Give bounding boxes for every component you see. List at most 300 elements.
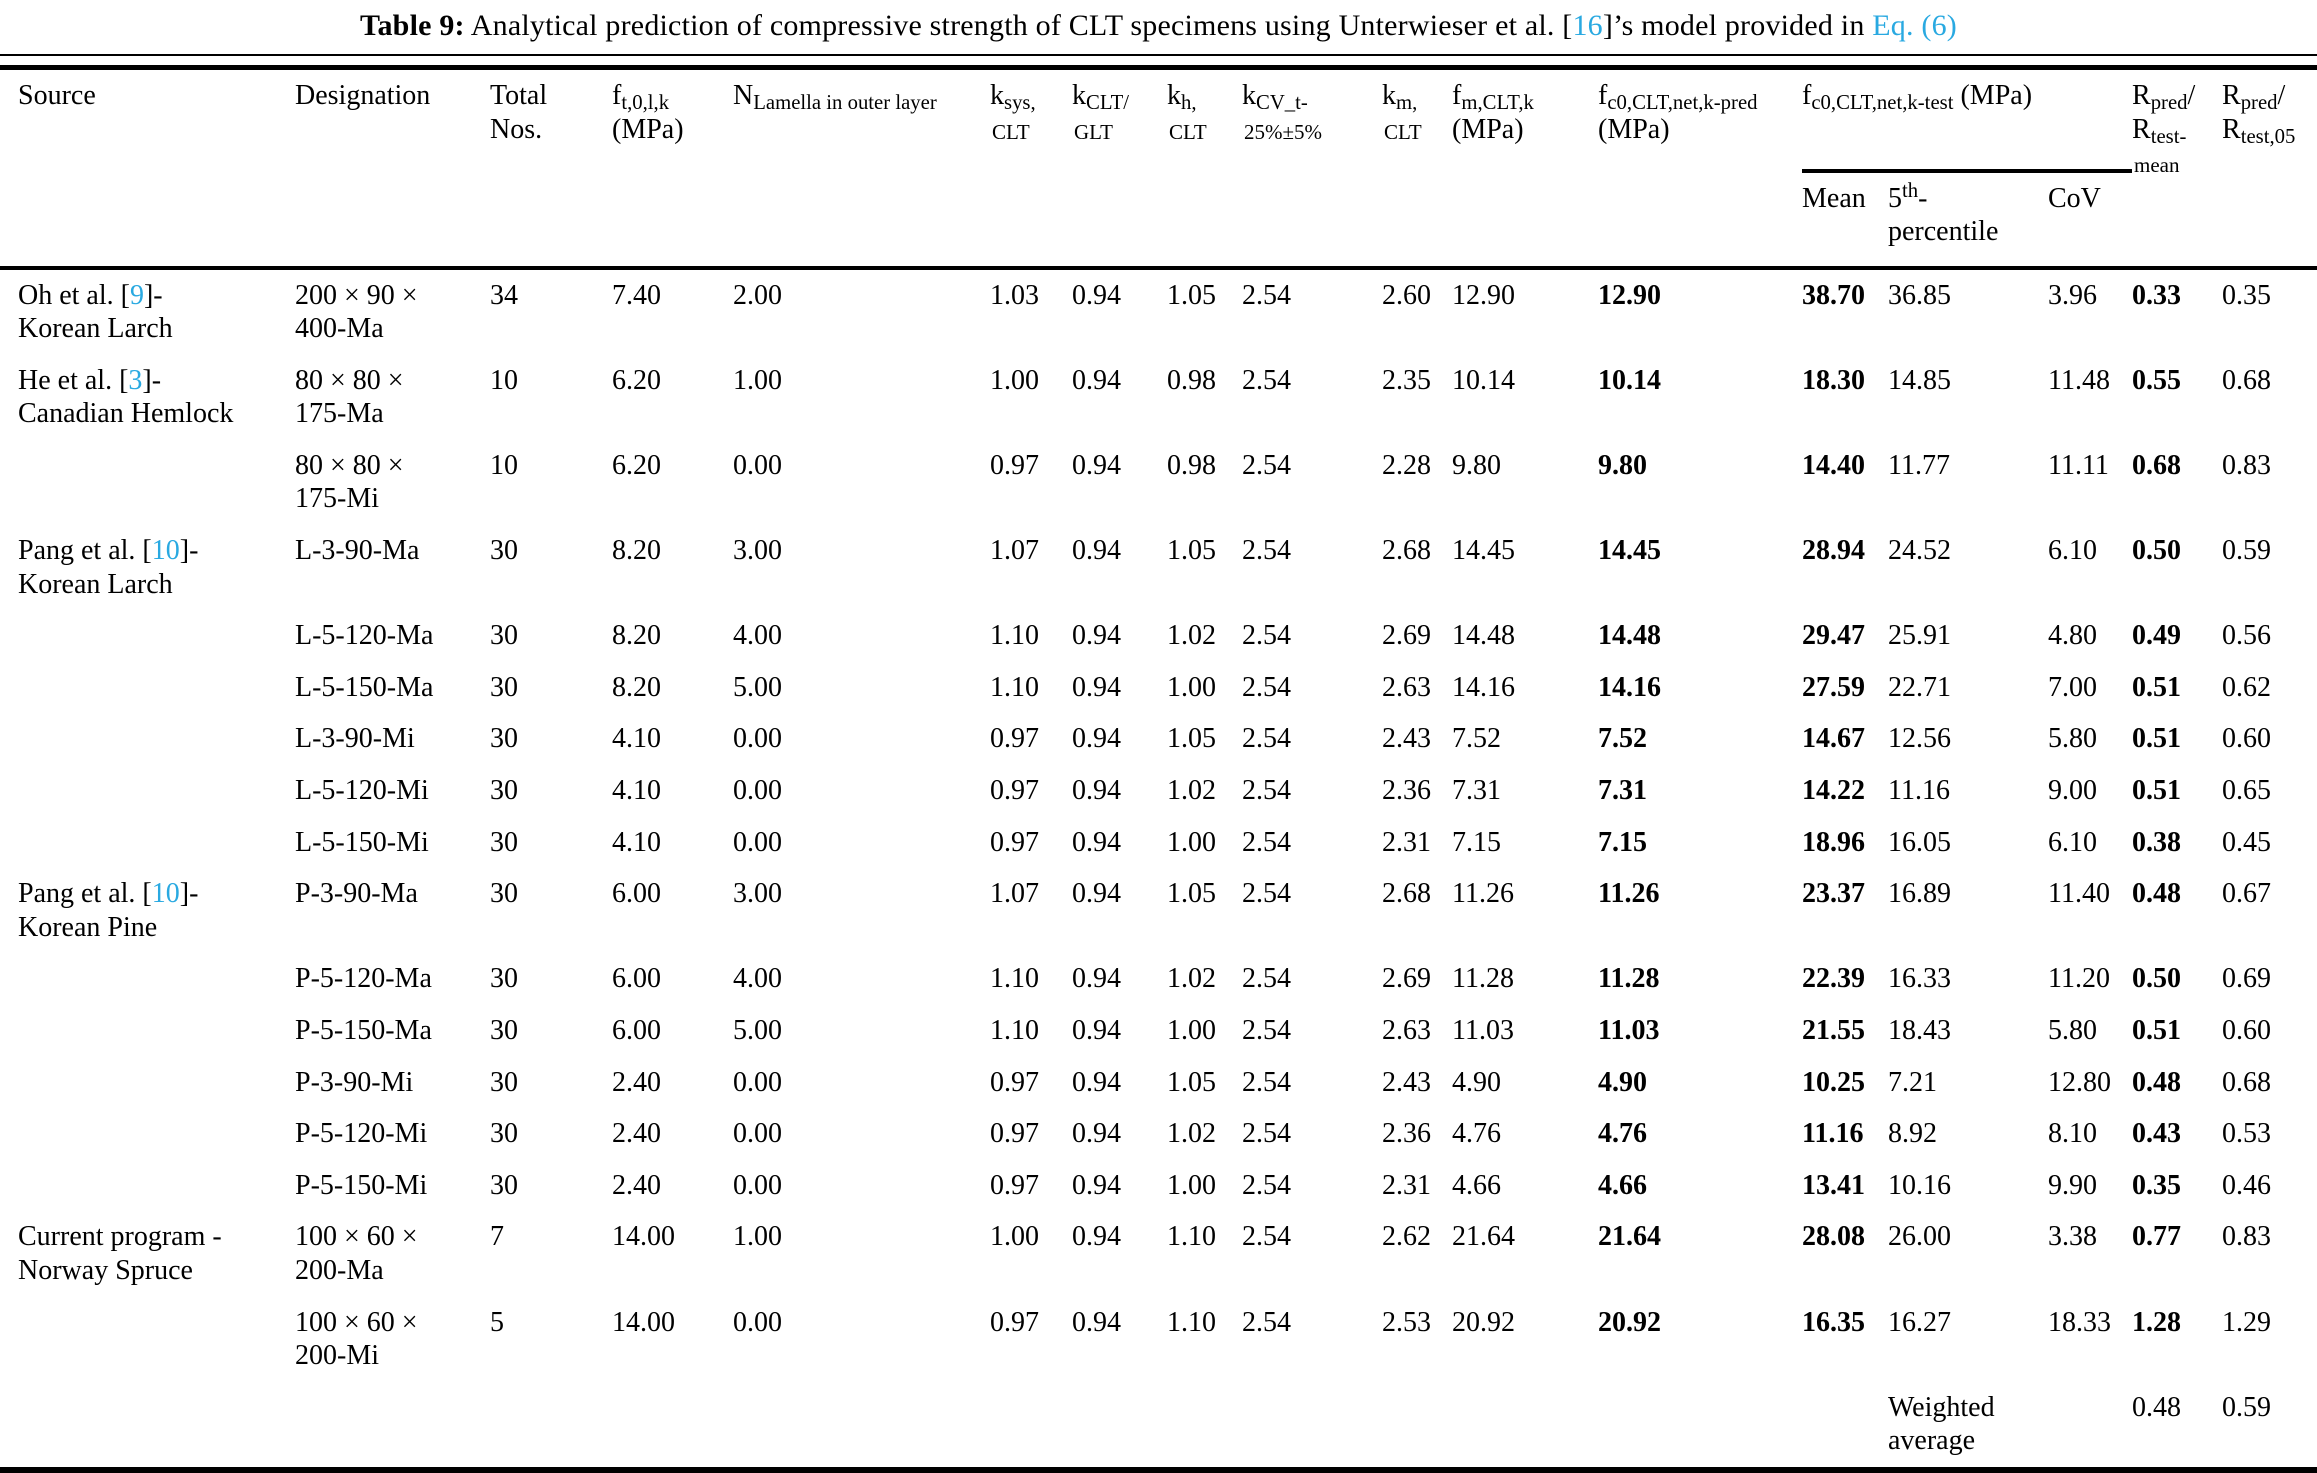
col-header-mean: Mean	[1802, 171, 1888, 268]
cell-designation	[295, 1160, 490, 1212]
cell-ft-0-l-k: 6.00	[612, 963, 661, 995]
cell-ft-0-l-k: 7.40	[612, 279, 661, 311]
cell-n-lamella: 0.00	[733, 723, 782, 755]
cell-k-sys-clt: 0.97	[990, 775, 1039, 807]
cell-f-m-clt-k: 11.26	[1452, 878, 1514, 910]
cell-k-h-clt: 1.02	[1167, 775, 1216, 807]
designation-line1: L-5-150-Mi	[295, 826, 429, 858]
source-text: Oh et al. [	[18, 279, 130, 311]
cell-designation	[295, 440, 490, 525]
cell-mean: 13.41	[1802, 1169, 1865, 1201]
cell-mean: 28.94	[1802, 535, 1865, 567]
cell-n-lamella: 4.00	[733, 963, 782, 995]
cell-n-lamella: 2.00	[733, 279, 782, 311]
table-body	[0, 268, 2317, 1470]
cell-r-pred-rtest-mean: 0.51	[2132, 671, 2181, 703]
cell-mean: 18.30	[1802, 364, 1865, 396]
cell-r-pred-rtest-mean: 0.50	[2132, 535, 2181, 567]
cell-fifth-percentile	[1888, 1382, 2048, 1470]
source-text: ]-	[179, 535, 199, 567]
cell-cov: 9.00	[2048, 775, 2097, 807]
cell-k-h-clt: 1.00	[1167, 1015, 1216, 1046]
cell-source	[0, 868, 295, 953]
p5-line1: 18.43	[1888, 1015, 1951, 1046]
p5-line1: 8.92	[1888, 1118, 1937, 1150]
cell-k-cv: 2.54	[1242, 620, 1291, 652]
cell-source	[0, 1005, 295, 1057]
source-line1	[18, 279, 289, 313]
cell-r-pred-rtest-mean: 0.48	[2132, 1066, 2181, 1098]
designation-line2: 175-Ma	[295, 398, 384, 430]
cell-cov: 12.80	[2048, 1066, 2111, 1098]
cell-source	[0, 1297, 295, 1382]
cell-fifth-percentile	[1888, 268, 2048, 355]
cell-cov: 11.20	[2048, 963, 2110, 995]
designation-line2: 200-Mi	[295, 1340, 379, 1372]
cell-k-h-clt: 1.00	[1167, 671, 1216, 703]
cell-r-pred-rtest-05: 0.68	[2222, 364, 2271, 396]
cell-k-sys-clt: 0.97	[990, 723, 1039, 755]
cell-k-sys-clt: 1.00	[990, 364, 1039, 396]
table-row	[0, 765, 2317, 817]
cell-fifth-percentile	[1888, 713, 2048, 765]
p5-line1: 24.52	[1888, 535, 1951, 567]
cell-f-m-clt-k: 4.90	[1452, 1066, 1501, 1098]
cell-f-c0-pred: 7.15	[1598, 826, 1647, 858]
cell-total-nos: 30	[490, 1118, 518, 1150]
cell-r-pred-rtest-05: 0.60	[2222, 723, 2271, 755]
cell-f-m-clt-k: 9.80	[1452, 449, 1501, 481]
cell-n-lamella: 0.00	[733, 1169, 782, 1201]
cell-source	[0, 662, 295, 714]
cell-fifth-percentile	[1888, 1057, 2048, 1109]
cell-k-m-clt: 2.63	[1382, 1015, 1431, 1046]
cell-k-sys-clt: 0.97	[990, 1066, 1039, 1098]
cell-f-c0-pred: 7.52	[1598, 723, 1647, 755]
cell-k-clt-glt: 0.94	[1072, 671, 1121, 703]
cell-k-cv: 2.54	[1242, 1118, 1291, 1150]
cell-fifth-percentile	[1888, 817, 2048, 869]
cell-k-h-clt: 1.05	[1167, 878, 1216, 910]
cell-k-clt-glt: 0.94	[1072, 1306, 1121, 1338]
citation-link[interactable]: 10	[151, 535, 180, 567]
cell-r-pred-rtest-mean: 0.51	[2132, 1015, 2181, 1046]
source-line2: Korean Larch	[18, 313, 173, 345]
cell-r-pred-rtest-mean: 0.68	[2132, 449, 2181, 481]
results-table	[0, 65, 2317, 1473]
cell-ft-0-l-k: 8.20	[612, 620, 661, 652]
cell-k-cv: 2.54	[1242, 723, 1291, 755]
cell-ft-0-l-k: 2.40	[612, 1118, 661, 1150]
cell-r-pred-rtest-mean: 0.51	[2132, 775, 2181, 807]
source-text: ]-	[179, 878, 199, 910]
cell-cov: 18.33	[2048, 1306, 2111, 1338]
cell-k-h-clt: 1.00	[1167, 826, 1216, 858]
designation-line1: L-5-120-Ma	[295, 620, 434, 652]
cell-k-cv: 2.54	[1242, 449, 1291, 481]
cell-r-pred-rtest-05: 0.46	[2222, 1169, 2271, 1201]
table-row	[0, 662, 2317, 714]
cell-r-pred-rtest-05: 0.67	[2222, 878, 2271, 910]
source-line1	[18, 1220, 289, 1254]
cell-cov: 11.48	[2048, 364, 2110, 396]
cell-source	[0, 713, 295, 765]
cell-ft-0-l-k: 4.10	[612, 775, 661, 807]
cell-k-cv: 2.54	[1242, 1306, 1291, 1338]
col-header-source: Source	[0, 68, 295, 268]
designation-line1: 80 × 80 ×	[295, 449, 404, 481]
cell-f-c0-pred: 12.90	[1598, 279, 1661, 311]
cell-total-nos: 10	[490, 364, 518, 396]
cell-k-cv: 2.54	[1242, 535, 1291, 567]
table-number: Table 9:	[360, 9, 465, 42]
cell-r-pred-rtest-05: 0.83	[2222, 1221, 2271, 1253]
cell-k-sys-clt: 1.10	[990, 1015, 1039, 1046]
cell-n-lamella: 3.00	[733, 535, 782, 567]
cell-n-lamella: 0.00	[733, 449, 782, 481]
col-header-ft: $f_{t,0,l,k}$ (MPa)	[612, 68, 733, 268]
cell-source	[0, 1160, 295, 1212]
p5-line1: 16.27	[1888, 1306, 1951, 1338]
table-row	[0, 1108, 2317, 1160]
cell-k-clt-glt: 0.94	[1072, 775, 1121, 807]
cell-ft-0-l-k: 14.00	[612, 1221, 675, 1253]
cell-k-sys-clt: 1.07	[990, 878, 1039, 910]
cell-k-clt-glt: 0.94	[1072, 1221, 1121, 1253]
cell-f-m-clt-k: 21.64	[1452, 1221, 1515, 1253]
cell-source	[0, 1057, 295, 1109]
cell-cov: 11.11	[2048, 449, 2109, 481]
cell-f-c0-pred: 7.31	[1598, 775, 1647, 807]
cell-k-cv: 2.54	[1242, 1066, 1291, 1098]
cell-k-m-clt: 2.43	[1382, 723, 1431, 755]
cell-k-sys-clt: 1.07	[990, 535, 1039, 567]
table-row	[0, 610, 2317, 662]
citation-16-link[interactable]: 16	[1572, 9, 1603, 42]
table-row	[0, 817, 2317, 869]
cell-ft-0-l-k: 6.00	[612, 878, 661, 910]
cell-source	[0, 1211, 295, 1296]
cell-k-h-clt: 1.05	[1167, 723, 1216, 755]
cell-k-cv: 2.54	[1242, 364, 1291, 396]
cell-f-c0-pred: 4.66	[1598, 1169, 1647, 1201]
cell-total-nos: 7	[490, 1221, 504, 1253]
source-line1	[18, 534, 289, 568]
designation-line2: 175-Mi	[295, 483, 379, 515]
cell-ft-0-l-k	[612, 1382, 733, 1470]
table-row	[0, 868, 2317, 953]
cell-r-pred-rtest-mean: 0.55	[2132, 364, 2181, 396]
source-text: Pang et al. [	[18, 535, 152, 567]
source-line2: Korean Larch	[18, 568, 173, 600]
cell-k-m-clt: 2.36	[1382, 1118, 1431, 1150]
cell-r-pred-rtest-05: 0.56	[2222, 620, 2271, 652]
cell-designation	[295, 953, 490, 1005]
cell-source	[0, 1382, 295, 1470]
cell-cov: 4.80	[2048, 620, 2097, 652]
cell-total-nos: 30	[490, 775, 518, 807]
cell-ft-0-l-k: 14.00	[612, 1306, 675, 1338]
cell-fifth-percentile	[1888, 1005, 2048, 1057]
source-line2: Korean Pine	[18, 911, 158, 943]
cell-n-lamella: 3.00	[733, 878, 782, 910]
cell-k-sys-clt: 0.97	[990, 1306, 1039, 1338]
cell-k-m-clt: 2.53	[1382, 1306, 1431, 1338]
col-header-5th-percentile: 5th- percentile	[1888, 171, 2048, 268]
cell-r-pred-rtest-05: 0.83	[2222, 449, 2271, 481]
cell-fifth-percentile	[1888, 1160, 2048, 1212]
cell-k-clt-glt: 0.94	[1072, 535, 1121, 567]
cell-fifth-percentile	[1888, 1297, 2048, 1382]
cell-k-sys-clt: 1.03	[990, 279, 1039, 311]
cell-k-clt-glt: 0.94	[1072, 963, 1121, 995]
cell-total-nos: 30	[490, 1169, 518, 1201]
designation-line1: L-3-90-Ma	[295, 535, 420, 567]
caption-text-2: ]’s model provided in	[1602, 9, 1873, 42]
col-header-kclt-glt: $k_{CLT/}$ GLT	[1072, 68, 1167, 268]
cell-r-pred-rtest-05: 0.45	[2222, 826, 2271, 858]
designation-line1: P-5-120-Ma	[295, 963, 432, 995]
cell-f-c0-pred: 11.03	[1598, 1015, 1660, 1046]
cell-total-nos: 30	[490, 620, 518, 652]
cell-f-m-clt-k: 20.92	[1452, 1306, 1515, 1338]
cell-r-pred-rtest-05: 0.62	[2222, 671, 2271, 703]
cell-k-clt-glt: 0.94	[1072, 1169, 1121, 1201]
cell-source	[0, 1108, 295, 1160]
cell-n-lamella: 0.00	[733, 1066, 782, 1098]
p5-line2: average	[1888, 1425, 1976, 1457]
citation-link[interactable]: 10	[151, 878, 180, 910]
source-text: He et al. [	[18, 364, 129, 396]
cell-r-pred-rtest-05: 0.65	[2222, 775, 2271, 807]
p5-line1: 36.85	[1888, 279, 1951, 311]
designation-line1: 200 × 90 ×	[295, 279, 418, 311]
cell-designation	[295, 1211, 490, 1296]
cell-n-lamella: 0.00	[733, 1306, 782, 1338]
cell-k-m-clt: 2.68	[1382, 535, 1431, 567]
cell-r-pred-rtest-05: 0.59	[2222, 535, 2271, 567]
cell-mean: 21.55	[1802, 1015, 1865, 1046]
cell-total-nos: 30	[490, 535, 518, 567]
cell-f-c0-pred: 4.76	[1598, 1118, 1647, 1150]
col-header-cov: CoV	[2048, 171, 2132, 268]
p5-line1: 12.56	[1888, 723, 1951, 755]
source-text: Pang et al. [	[18, 878, 152, 910]
cell-cov: 3.38	[2048, 1221, 2097, 1253]
cell-k-h-clt: 0.98	[1167, 449, 1216, 481]
cell-ft-0-l-k: 8.20	[612, 671, 661, 703]
cell-f-m-clt-k: 14.48	[1452, 620, 1515, 652]
cell-k-h-clt: 1.02	[1167, 620, 1216, 652]
col-header-rpred-rtest-mean: $R_{pred}/$ $R_{test-}$ mean	[2132, 68, 2222, 268]
cell-f-m-clt-k: 10.14	[1452, 364, 1515, 396]
citation-link[interactable]: 9	[129, 279, 144, 311]
designation-line1: 100 × 60 ×	[295, 1306, 418, 1338]
table-row	[0, 525, 2317, 610]
table-row	[0, 355, 2317, 440]
cell-k-m-clt: 2.60	[1382, 279, 1431, 311]
cell-designation	[295, 868, 490, 953]
cell-r-pred-rtest-05: 0.68	[2222, 1066, 2271, 1098]
cell-k-h-clt: 1.05	[1167, 279, 1216, 311]
cell-k-sys-clt: 1.10	[990, 963, 1039, 995]
source-text: Current program -	[18, 1221, 222, 1253]
cell-f-c0-pred: 9.80	[1598, 449, 1647, 481]
cell-k-cv: 2.54	[1242, 1169, 1291, 1201]
cell-k-clt-glt: 0.94	[1072, 878, 1121, 910]
cell-designation	[295, 268, 490, 355]
cell-fifth-percentile	[1888, 662, 2048, 714]
cell-f-c0-pred: 11.26	[1598, 878, 1660, 910]
cell-source	[0, 440, 295, 525]
cell-fifth-percentile	[1888, 1211, 2048, 1296]
cell-mean: 38.70	[1802, 279, 1865, 311]
cell-cov: 9.90	[2048, 1169, 2097, 1201]
designation-line1: L-5-150-Ma	[295, 671, 434, 703]
table-row	[0, 1382, 2317, 1470]
cell-f-c0-pred: 4.90	[1598, 1066, 1647, 1098]
cell-f-m-clt-k: 12.90	[1452, 279, 1515, 311]
cell-k-sys-clt: 0.97	[990, 826, 1039, 858]
cell-k-m-clt: 2.62	[1382, 1221, 1431, 1253]
cell-mean: 16.35	[1802, 1306, 1865, 1338]
cell-source	[0, 525, 295, 610]
cell-n-lamella: 1.00	[733, 364, 782, 396]
cell-designation	[295, 1005, 490, 1057]
cell-r-pred-rtest-05: 0.59	[2222, 1391, 2271, 1423]
cell-r-pred-rtest-05: 0.53	[2222, 1118, 2271, 1150]
p5-line1: 16.05	[1888, 826, 1951, 858]
cell-r-pred-rtest-05: 0.60	[2222, 1015, 2271, 1046]
p5-line1: 26.00	[1888, 1221, 1951, 1253]
cell-fifth-percentile	[1888, 1108, 2048, 1160]
cell-k-m-clt: 2.28	[1382, 449, 1431, 481]
designation-line1: L-5-120-Mi	[295, 775, 429, 807]
cell-cov: 3.96	[2048, 279, 2097, 311]
cell-k-clt-glt: 0.94	[1072, 279, 1121, 311]
cell-k-cv: 2.54	[1242, 1015, 1291, 1046]
cell-f-m-clt-k: 7.31	[1452, 775, 1501, 807]
cell-k-sys-clt: 0.97	[990, 449, 1039, 481]
cell-fifth-percentile	[1888, 525, 2048, 610]
cell-k-clt-glt: 0.94	[1072, 1066, 1121, 1098]
cell-r-pred-rtest-05: 0.35	[2222, 279, 2271, 311]
cell-k-m-clt	[1382, 1382, 1452, 1470]
cell-f-m-clt-k	[1452, 1382, 1598, 1470]
cell-n-lamella	[733, 1382, 990, 1470]
col-header-fc0-test-group: $f_{c0,CLT,net,k-test}$ (MPa)	[1802, 68, 2132, 171]
cell-fifth-percentile	[1888, 355, 2048, 440]
cell-total-nos: 30	[490, 723, 518, 755]
source-line2: Norway Spruce	[18, 1254, 193, 1286]
table-row	[0, 1057, 2317, 1109]
cell-k-clt-glt: 0.94	[1072, 620, 1121, 652]
cell-fifth-percentile	[1888, 610, 2048, 662]
cell-designation	[295, 355, 490, 440]
cell-mean: 14.40	[1802, 449, 1865, 481]
p5-line1: Weighted	[1888, 1391, 1995, 1423]
p5-line1: 10.16	[1888, 1169, 1951, 1201]
cell-k-m-clt: 2.69	[1382, 963, 1431, 995]
cell-mean: 29.47	[1802, 620, 1865, 652]
col-header-rpred-rtest05: $R_{pred}/$ $R_{test,05}$	[2222, 68, 2317, 268]
cell-total-nos: 30	[490, 1066, 518, 1098]
cell-mean: 28.08	[1802, 1221, 1865, 1253]
cell-f-c0-pred	[1598, 1382, 1802, 1470]
col-header-n-lamella: $N_{Lamella in outer layer}$	[733, 68, 990, 268]
cell-k-clt-glt: 0.94	[1072, 1015, 1121, 1046]
citation-link[interactable]: 3	[128, 364, 143, 396]
cell-cov: 11.40	[2048, 878, 2110, 910]
table-row	[0, 1160, 2317, 1212]
cell-designation	[295, 662, 490, 714]
cell-k-h-clt: 1.05	[1167, 1066, 1216, 1098]
cell-mean: 14.67	[1802, 723, 1865, 755]
cell-total-nos: 30	[490, 963, 518, 995]
cell-mean: 27.59	[1802, 671, 1865, 703]
cell-k-m-clt: 2.69	[1382, 620, 1431, 652]
cell-f-m-clt-k: 11.28	[1452, 963, 1514, 995]
table-row	[0, 713, 2317, 765]
cell-designation	[295, 525, 490, 610]
designation-line1: L-3-90-Mi	[295, 723, 415, 755]
cell-ft-0-l-k: 6.20	[612, 449, 661, 481]
cell-f-c0-pred: 14.48	[1598, 620, 1661, 652]
col-header-designation: Designation	[295, 68, 490, 268]
cell-cov	[2048, 1382, 2132, 1470]
p5-line1: 11.16	[1888, 775, 1950, 807]
cell-k-cv: 2.54	[1242, 878, 1291, 910]
cell-f-c0-pred: 14.45	[1598, 535, 1661, 567]
cell-designation	[295, 817, 490, 869]
cell-r-pred-rtest-mean: 0.33	[2132, 279, 2181, 311]
cell-designation	[295, 765, 490, 817]
cell-ft-0-l-k: 4.10	[612, 723, 661, 755]
cell-ft-0-l-k: 2.40	[612, 1066, 661, 1098]
source-text: ]-	[143, 279, 163, 311]
cell-k-sys-clt: 1.10	[990, 671, 1039, 703]
cell-k-m-clt: 2.43	[1382, 1066, 1431, 1098]
cell-r-pred-rtest-05: 1.29	[2222, 1306, 2271, 1338]
cell-k-h-clt	[1167, 1382, 1242, 1470]
cell-ft-0-l-k: 6.00	[612, 1015, 661, 1046]
col-header-fc0-pred: $f_{c0,CLT,net,k-pred}$ (MPa)	[1598, 68, 1802, 268]
col-header-ksys: $k_{sys,}$ CLT	[990, 68, 1072, 268]
cell-k-clt-glt: 0.94	[1072, 826, 1121, 858]
designation-line2: 200-Ma	[295, 1254, 384, 1286]
equation-6-link[interactable]: Eq. (6)	[1872, 9, 1957, 42]
cell-cov: 6.10	[2048, 535, 2097, 567]
cell-k-clt-glt: 0.94	[1072, 723, 1121, 755]
cell-k-clt-glt	[1072, 1382, 1167, 1470]
cell-f-c0-pred: 10.14	[1598, 364, 1661, 396]
cell-total-nos: 5	[490, 1306, 504, 1338]
cell-designation	[295, 1382, 490, 1470]
cell-fifth-percentile	[1888, 765, 2048, 817]
table-row	[0, 440, 2317, 525]
cell-k-h-clt: 1.02	[1167, 1118, 1216, 1150]
cell-n-lamella: 0.00	[733, 1118, 782, 1150]
cell-total-nos: 30	[490, 878, 518, 910]
cell-fifth-percentile	[1888, 440, 2048, 525]
cell-f-m-clt-k: 14.16	[1452, 671, 1515, 703]
designation-line1: P-5-150-Mi	[295, 1169, 428, 1201]
cell-cov: 5.80	[2048, 723, 2097, 755]
p5-line1: 7.21	[1888, 1066, 1937, 1098]
col-header-kh: $k_{h,}$ CLT	[1167, 68, 1242, 268]
cell-source	[0, 817, 295, 869]
cell-source	[0, 355, 295, 440]
